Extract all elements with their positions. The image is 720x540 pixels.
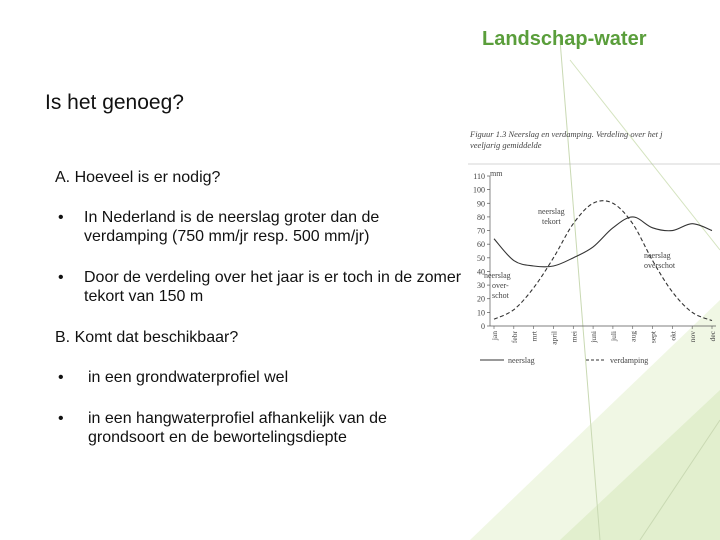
bullet-symbol: •	[58, 209, 64, 226]
section-a-heading: A. Hoeveel is er nodig?	[55, 169, 221, 186]
series-group	[494, 201, 712, 321]
slide-title: Is het genoeg?	[45, 91, 184, 114]
section-title: Landschap-water	[482, 28, 647, 50]
series-line-verdamping	[494, 201, 712, 321]
y-tick-label: 100	[473, 185, 485, 195]
x-tick-label: juni	[589, 331, 599, 343]
x-tick-label: juli	[608, 331, 618, 342]
bullet-text: In Nederland is de neerslag groter dan de verdamping (750 mm/jr resp. 500 mm/jr)	[84, 209, 380, 245]
annotation-left-overschot: neerslag	[484, 271, 511, 280]
legend-neerslag: neerslag	[508, 356, 535, 365]
y-tick-label: 30	[477, 281, 485, 291]
x-tick-label: aug	[628, 331, 638, 342]
x-tick-label: sept	[648, 331, 658, 344]
x-tick-label: dec	[708, 331, 717, 342]
annotation-overschot-2: overschot	[644, 261, 676, 270]
precipitation-evaporation-figure	[456, 126, 720, 368]
unit-label: mm	[490, 169, 503, 178]
x-tick-label: april	[549, 331, 559, 345]
annotation-overschot: neerslag	[644, 251, 671, 260]
y-axis	[473, 172, 490, 331]
section-b-heading: B. Komt dat beschikbaar?	[55, 329, 239, 346]
y-tick-label: 60	[477, 240, 485, 250]
x-tick-label: nov	[688, 331, 698, 343]
x-tick-label: mei	[569, 331, 579, 343]
y-tick-label: 70	[477, 226, 485, 236]
x-tick-label: mrt	[529, 331, 539, 342]
y-tick-label: 90	[477, 199, 485, 209]
bullet-text: in een grondwaterprofiel wel	[88, 369, 289, 386]
y-tick-label: 110	[473, 172, 485, 181]
y-tick-label: 40	[477, 267, 485, 277]
x-tick-label: okt	[668, 331, 678, 341]
y-tick-label: 20	[477, 294, 485, 304]
bullet-text: Door de verdeling over het jaar is er toch in de zomer tekort van 150 m	[84, 269, 462, 305]
slide-body	[55, 168, 465, 469]
bullet-item	[55, 208, 465, 246]
x-tick-label: jan	[490, 331, 499, 341]
bullet-item	[55, 368, 465, 387]
y-tick-label: 50	[477, 253, 485, 263]
annotation-tekort: neerslag	[538, 207, 565, 216]
x-tick-label: febr	[509, 331, 519, 344]
chart-svg	[456, 126, 720, 368]
y-tick-label: 0	[481, 322, 485, 331]
bullet-text: in een hangwaterprofiel afhankelijk van de grondsoort en de bewortelingsdiepte	[88, 410, 387, 446]
legend-verdamping: verdamping	[610, 356, 649, 365]
x-axis	[490, 326, 717, 345]
figure-caption-sub: veeljarig gemiddelde	[470, 140, 542, 150]
y-tick-label: 80	[477, 212, 485, 222]
annotation-tekort-2: tekort	[542, 217, 561, 226]
bullet-symbol: •	[58, 269, 64, 286]
figure-caption: Figuur 1.3 Neerslag en verdamping. Verdeling over het j	[470, 129, 663, 139]
annotation-left-overschot-2: over-	[492, 281, 509, 290]
bullet-item	[55, 268, 465, 306]
annotation-left-overschot-3: schot	[492, 291, 509, 300]
bullet-symbol: •	[58, 369, 64, 386]
bullet-symbol: •	[58, 410, 64, 427]
series-line-neerslag	[494, 217, 712, 267]
bullet-item	[55, 409, 465, 447]
y-tick-label: 10	[477, 308, 485, 318]
